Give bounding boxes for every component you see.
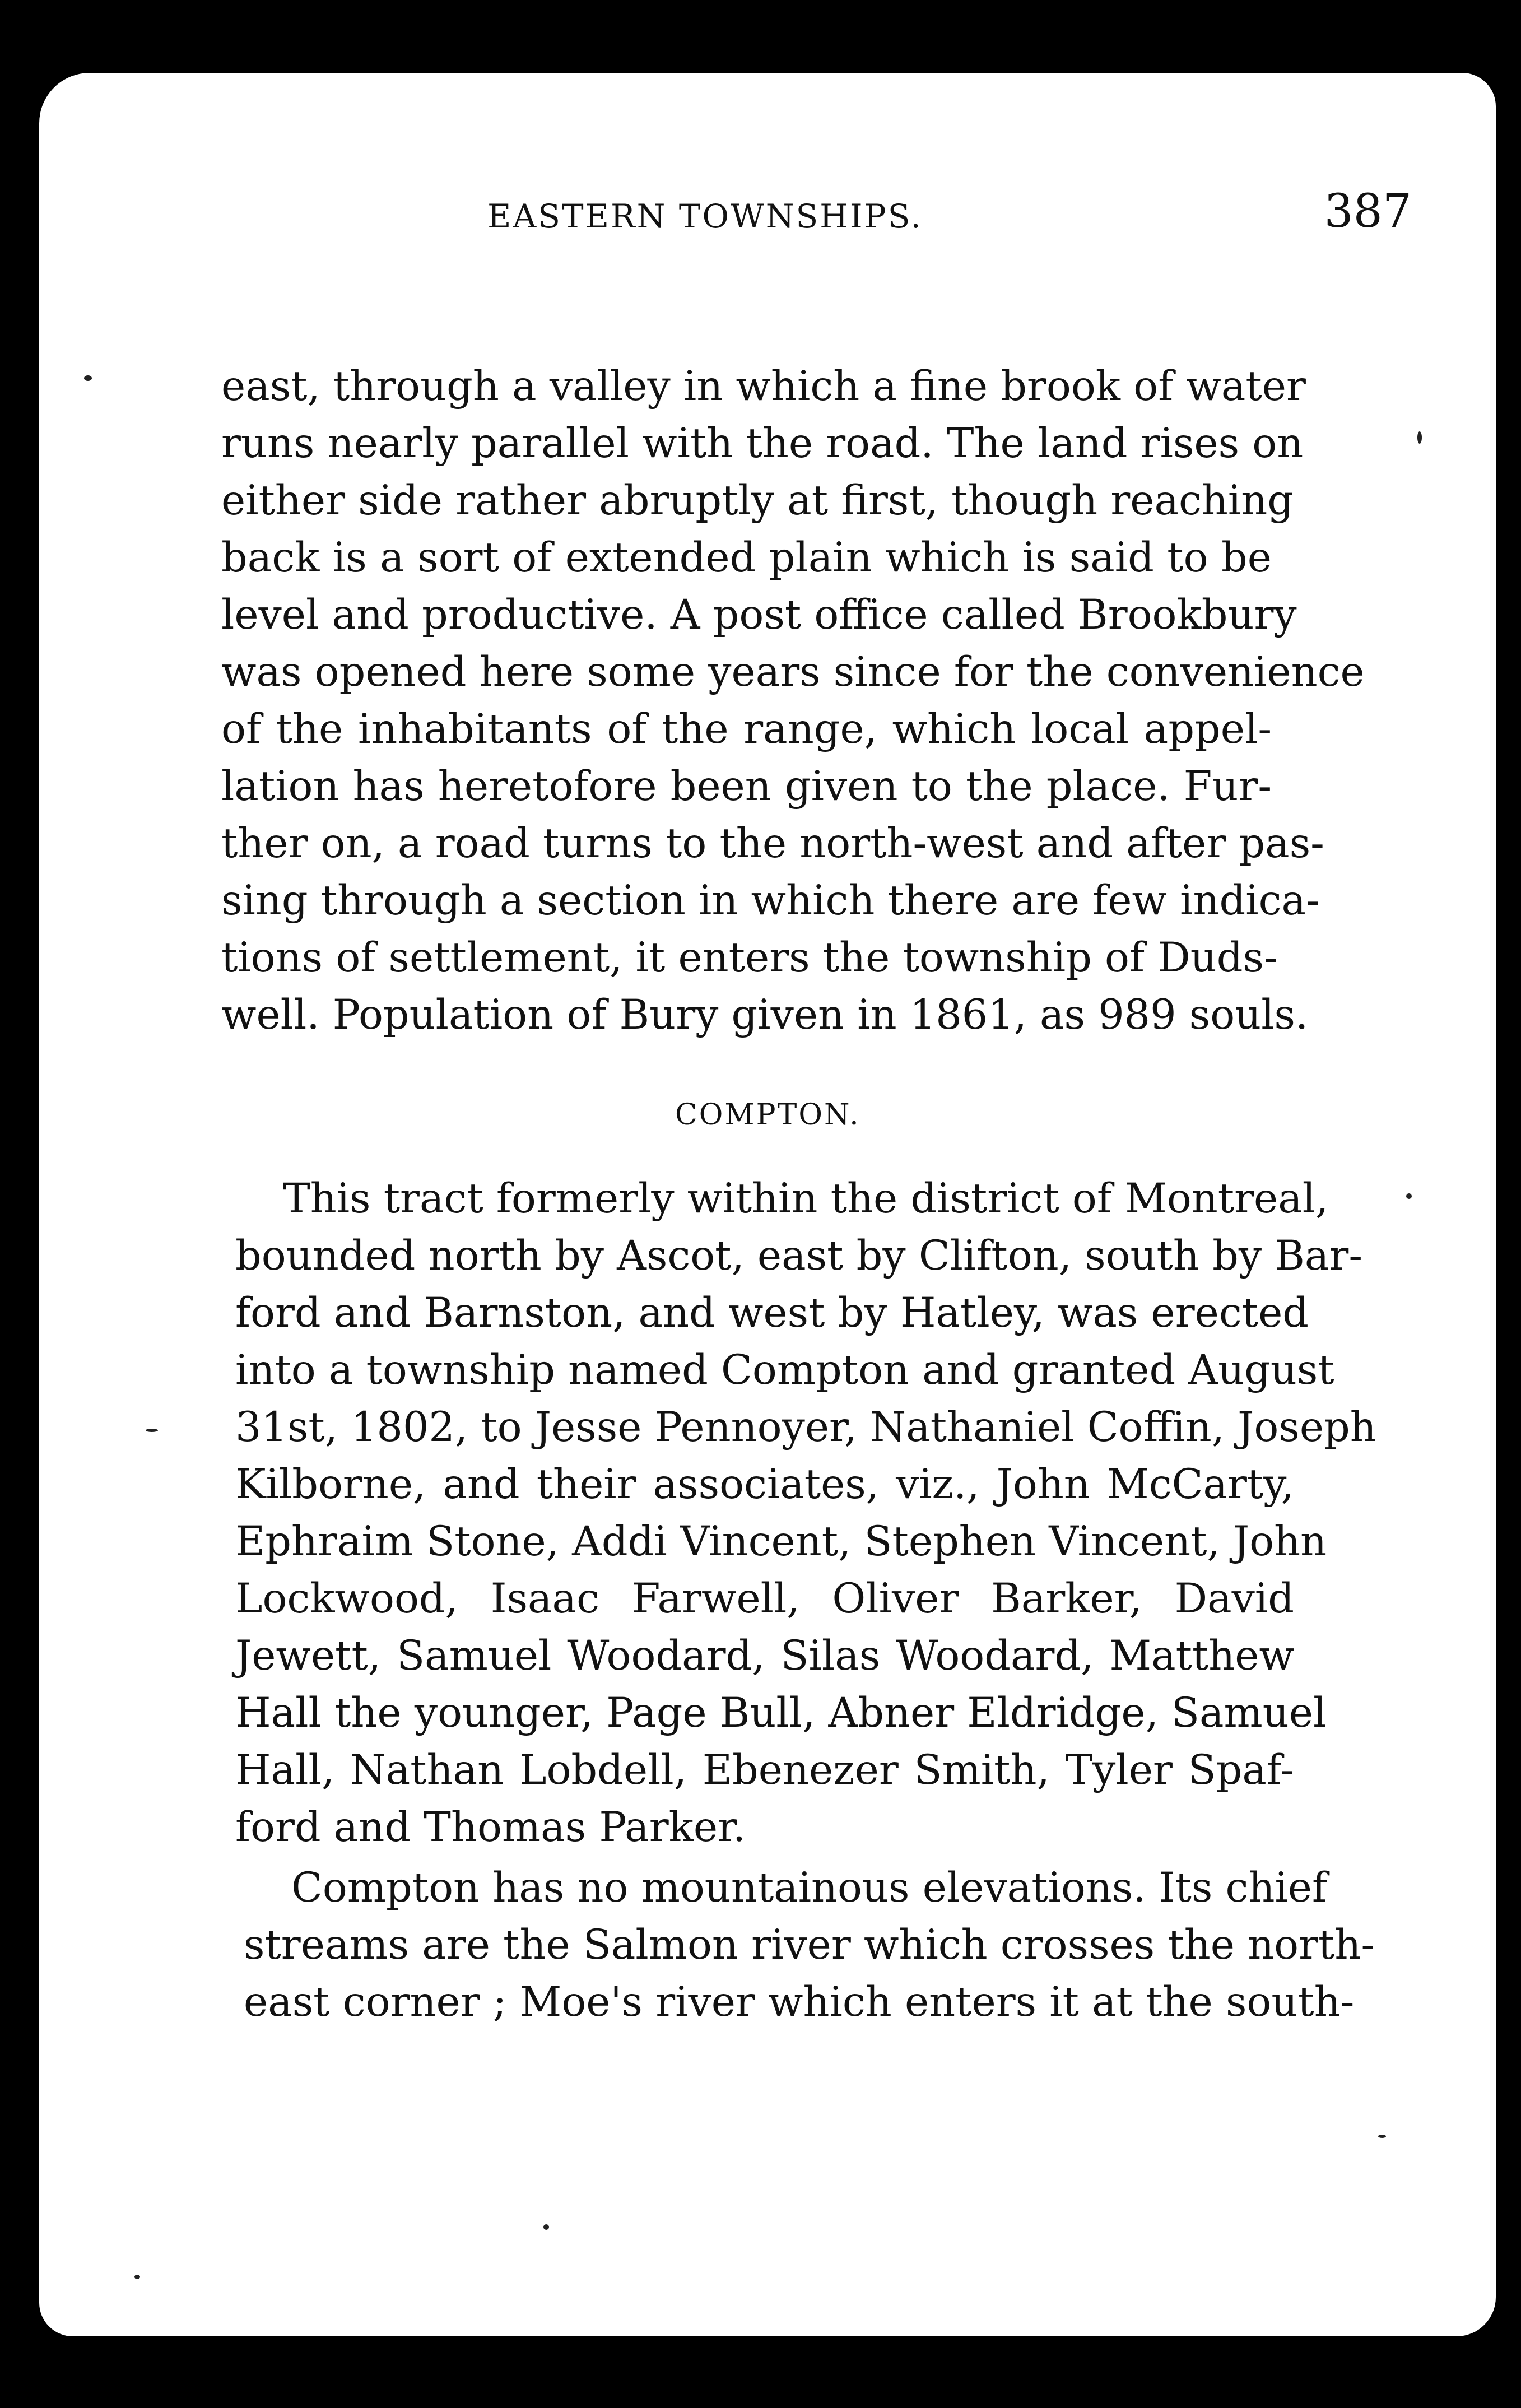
- text-line: Hall the younger, Page Bull, Abner Eldridge, Samuel: [235, 1689, 1327, 1737]
- text-line: of the inhabitants of the range, which local appel-: [221, 705, 1272, 753]
- running-head: [487, 185, 1412, 247]
- text-line: Kilborne, and their associates, viz., John McCarty,: [235, 1461, 1294, 1508]
- scan-speck: [1406, 1193, 1412, 1199]
- scan-speck: [1417, 431, 1422, 444]
- text-line: east, through a valley in which a fine brook of water: [221, 362, 1306, 410]
- text-line: well. Population of Bury given in 1861, as 989 souls.: [221, 991, 1309, 1039]
- text-line: lation has heretofore been given to the place. Fur-: [221, 763, 1272, 810]
- scan-speck: [543, 2224, 549, 2230]
- scan-speck: [84, 375, 92, 381]
- text-line: ther on, a road turns to the north-west and after pas-: [221, 820, 1324, 867]
- text-line: Compton has no mountainous elevations. Its chief: [291, 1864, 1328, 1912]
- text-line: This tract formerly within the district of Montreal,: [283, 1175, 1329, 1222]
- running-title: EASTERN TOWNSHIPS.: [487, 197, 923, 235]
- text-line: ford and Thomas Parker.: [235, 1803, 746, 1851]
- text-line: was opened here some years since for the convenience: [221, 648, 1365, 696]
- section-heading: COMPTON.: [675, 1098, 860, 1132]
- text-line: tions of settlement, it enters the township of Duds-: [221, 934, 1278, 982]
- text-line: ford and Barnston, and west by Hatley, was erected: [235, 1289, 1309, 1337]
- text-line: Hall, Nathan Lobdell, Ebenezer Smith, Tyler Spaf-: [235, 1746, 1294, 1794]
- text-line: back is a sort of extended plain which is said to be: [221, 534, 1272, 582]
- scan-speck: [146, 1429, 158, 1432]
- text-line: sing through a section in which there are few indica-: [221, 877, 1320, 924]
- text-line: east corner ; Moe's river which enters it at the south-: [244, 1978, 1355, 2026]
- text-line: either side rather abruptly at first, though reaching: [221, 477, 1294, 524]
- text-line: bounded north by Ascot, east by Clifton, south by Bar-: [235, 1232, 1362, 1280]
- text-line: level and productive. A post office called Brookbury: [221, 591, 1297, 639]
- text-line: 31st, 1802, to Jesse Pennoyer, Nathaniel Coffin, Joseph: [235, 1403, 1376, 1451]
- page-number: 387: [1324, 185, 1412, 238]
- text-line: into a township named Compton and granted August: [235, 1346, 1334, 1394]
- scan-speck: [134, 2275, 140, 2279]
- text-line: Lockwood, Isaac Farwell, Oliver Barker, David: [235, 1575, 1294, 1623]
- text-line: runs nearly parallel with the road. The land rises on: [221, 420, 1304, 467]
- text-line: Ephraim Stone, Addi Vincent, Stephen Vincent, John: [235, 1518, 1327, 1565]
- text-line: Jewett, Samuel Woodard, Silas Woodard, Matthew: [235, 1632, 1294, 1680]
- text-line: streams are the Salmon river which crosses the north-: [244, 1921, 1375, 1969]
- scan-speck: [1378, 2135, 1386, 2138]
